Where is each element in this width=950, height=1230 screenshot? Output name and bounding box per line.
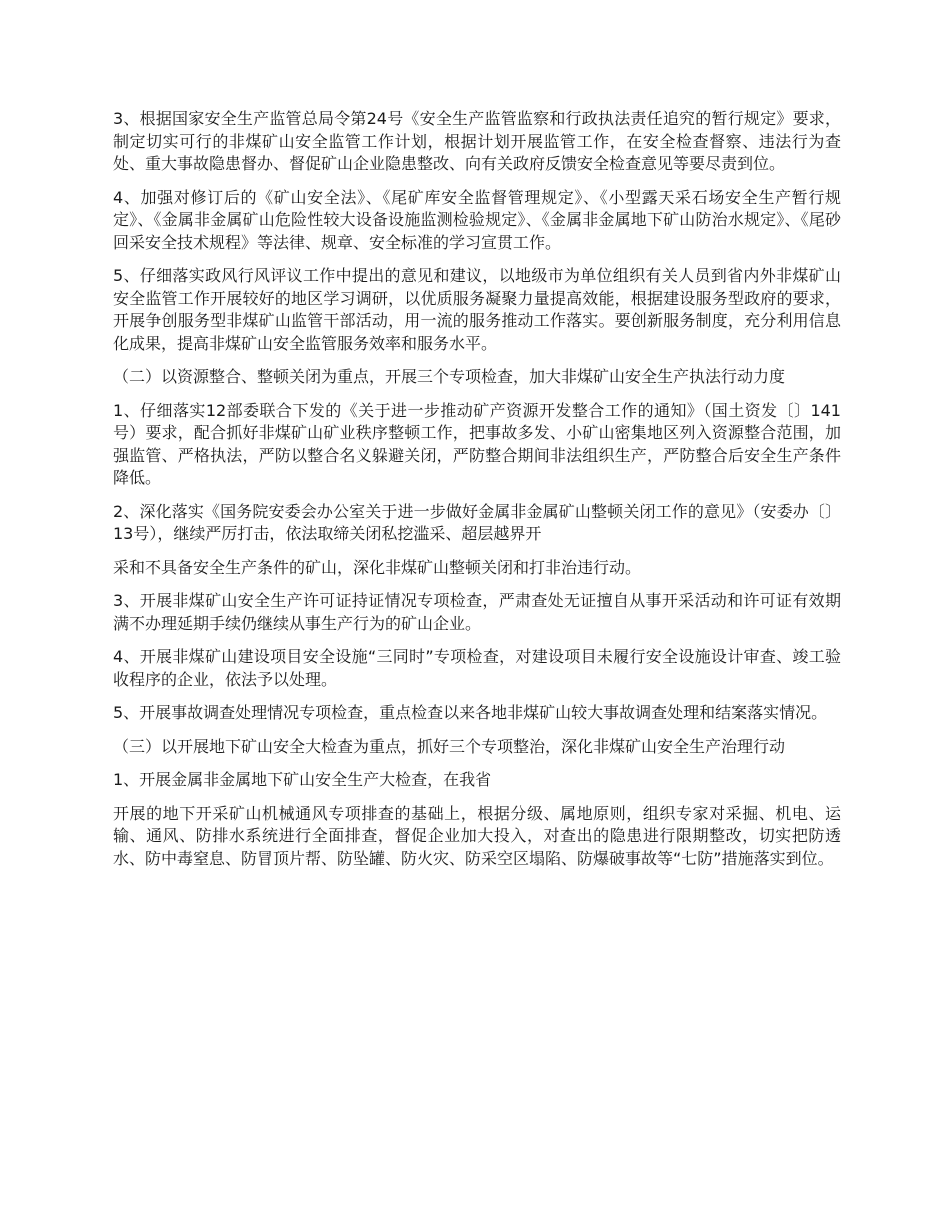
paragraph: 1、开展金属非金属地下矿山安全生产大检查，在我省 bbox=[113, 770, 492, 789]
section-heading: （二）以资源整合、整顿关闭为重点，开展三个专项检查，加大非煤矿山安全生产执法行动力度 bbox=[113, 367, 786, 386]
paragraph: 5、开展事故调查处理情况专项检查，重点检查以来各地非煤矿山较大事故调查处理和结案落实情况。 bbox=[113, 703, 828, 722]
paragraph: 采和不具备安全生产条件的矿山，深化非煤矿山整顿关闭和打非治违行动。 bbox=[113, 557, 642, 577]
paragraph: 开展的地下开采矿山机械通风专项排查的基础上，根据分级、属地原则，组织专家对采掘、机电、运输、通风、防排水系统进行全面排查，督促企业加大投入，对查出的隐患进行限期整改，切实把防透水、防中毒窒息、防冒顶片帮、防坠罐、防火灾、防采空区塌陷、防爆破事故等“七防”措施落实到位。 bbox=[113, 803, 841, 868]
paragraph: 5、仔细落实政风行风评议工作中提出的意见和建议，以地级市为单位组织有关人员到省内外非煤矿山安全监管工作开展较好的地区学习调研，以优质服务凝聚力量提高效能，根据建设服务型政府的要求，开展争创服务型非煤矿山监管干部活动，用一流的服务推动工作落实。要创新服务制度，充分利用信息化成果，提高非煤矿山安全监管服务效率和服务水平。 bbox=[113, 266, 841, 353]
paragraph: 3、开展非煤矿山安全生产许可证持证情况专项检查，严肃查处无证擅自从事开采活动和许可证有效期满不办理延期手续仍继续从事生产行为的矿山企业。 bbox=[113, 591, 841, 633]
section-heading: （三）以开展地下矿山安全大检查为重点，抓好三个专项整治，深化非煤矿山安全生产治理行动 bbox=[113, 736, 786, 756]
paragraph: 2、深化落实《国务院安委会办公室关于进一步做好金属非金属矿山整顿关闭工作的意见》（安委办〔〕13号），继续严厉打击，依法取缔关闭私挖滥采、超层越界开 bbox=[113, 501, 841, 543]
paragraph: 4、开展非煤矿山建设项目安全设施“三同时”专项检查，对建设项目未履行安全设施设计审查、竣工验收程序的企业，依法予以处理。 bbox=[113, 647, 841, 689]
paragraph: 4、加强对修订后的《矿山安全法》、《尾矿库安全监督管理规定》、《小型露天采石场安全生产暂行规定》、《金属非金属矿山危险性较大设备设施监测检验规定》、《金属非金属地下矿山防治水规定》、《尾砂回采安全技术规程》等法律、规章、安全标准的学习宣贯工作。 bbox=[113, 187, 841, 252]
document-body bbox=[113, 108, 841, 881]
paragraph: 1、仔细落实12部委联合下发的《关于进一步推动矿产资源开发整合工作的通知》（国土资发〔〕141号）要求，配合抓好非煤矿山矿业秩序整顿工作，把事故多发、小矿山密集地区列入资源整合范围，加强监管、严格执法，严防以整合名义躲避关闭，严防整合期间非法组织生产，严防整合后安全生产条件降低。 bbox=[113, 400, 841, 487]
paragraph: 3、根据国家安全生产监管总局令第24号《安全生产监管监察和行政执法责任追究的暂行规定》要求，制定切实可行的非煤矿山安全监管工作计划，根据计划开展监管工作，在安全检查督察、违法行为查处、重大事故隐患督办、督促矿山企业隐患整改、向有关政府反馈安全检查意见等要尽责到位。 bbox=[113, 109, 841, 173]
